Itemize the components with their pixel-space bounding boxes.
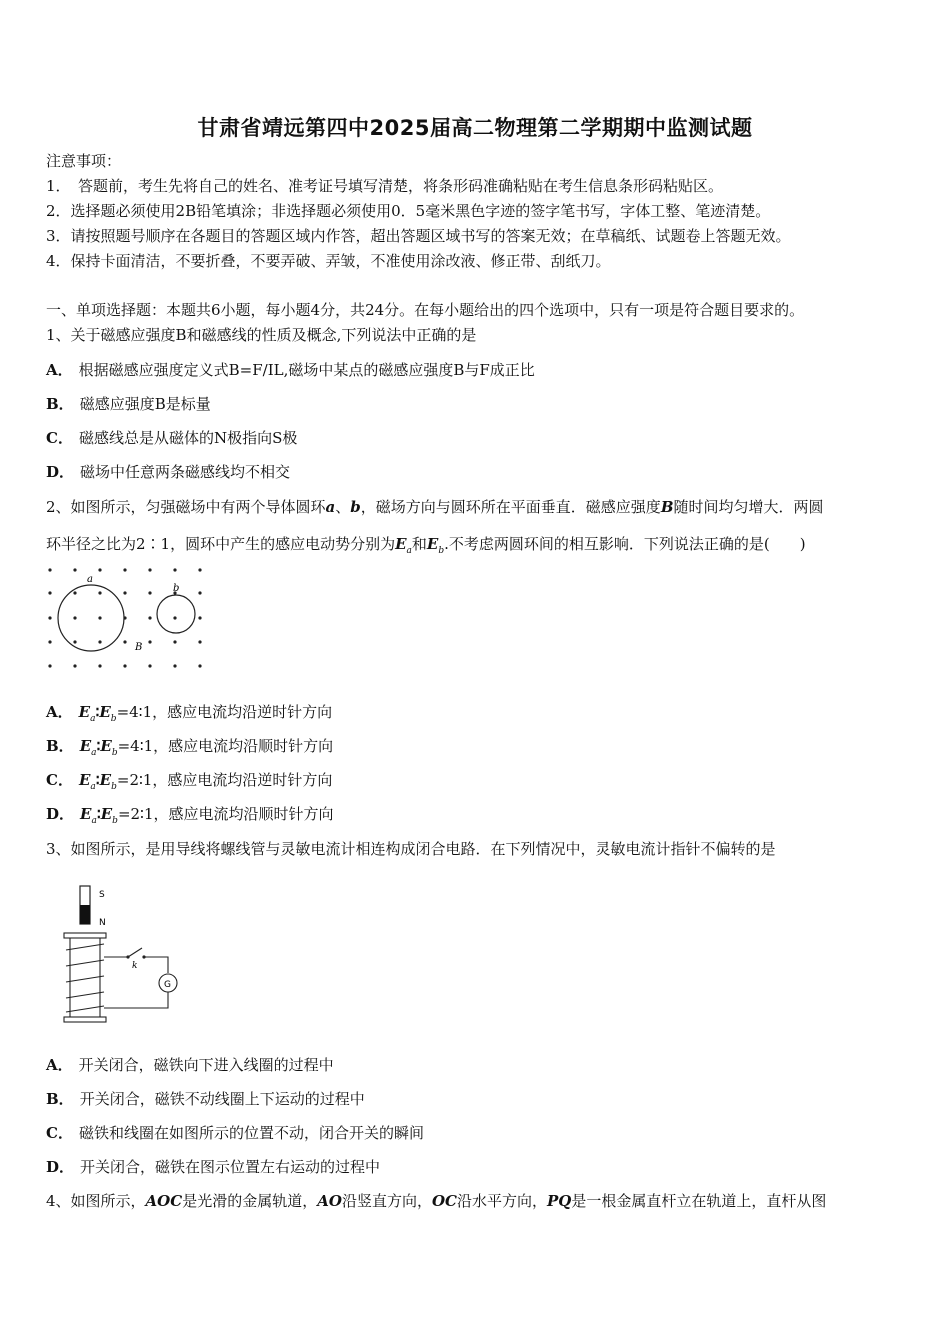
field-dot [73,616,76,619]
solenoid-windings [66,944,104,1012]
option-letter: A． [46,703,73,721]
option-text: 开关闭合，磁铁在图示位置左右运动的过程中 [80,1158,381,1176]
emf-symbol: E [80,805,92,823]
stem-sub: b [438,546,445,556]
field-dot [198,591,201,594]
ring-a [58,585,124,651]
field-dot [198,568,201,571]
emf-sub: b [112,816,118,826]
field-dot [198,640,201,643]
field-dot [48,568,51,571]
field-dot [173,664,176,667]
field-dot [148,664,151,667]
question-1-option-a [46,360,535,380]
option-letter: B． [46,737,74,755]
stem-text: 4、如图所示， [46,1192,146,1210]
emf-sub: a [91,816,97,826]
ratio-sign: ∶ [96,737,101,755]
emf-sub: b [111,782,117,792]
stem-var: a [325,498,336,516]
field-dot [123,640,126,643]
question-3-option-c [46,1123,424,1143]
label-k: k [132,961,138,971]
field-dot [73,591,76,594]
ring-b [157,595,195,633]
field-dot [148,640,151,643]
label-g: G [164,980,171,990]
emf-sub: a [91,748,97,758]
stem-text: 、 [335,498,351,516]
option-letter: C． [46,1124,73,1142]
label-s: S [99,890,105,900]
question-4-stem [46,1191,826,1211]
field-dot [123,664,126,667]
stem-sub: a [406,546,412,556]
field-dot [48,616,51,619]
stem-var: E [426,535,439,553]
field-dot [148,568,151,571]
question-2-option-d [46,804,334,831]
question-1-option-d [46,462,290,482]
field-dot [98,664,101,667]
option-text: =2∶1，感应电流均沿逆时针方向 [116,771,333,789]
option-letter: A． [46,361,73,379]
question-2-stem-line2 [46,534,806,561]
stem-var: AO [317,1192,342,1210]
emf-symbol: E [99,771,112,789]
stem-text: 是一根金属直杆立在轨道上，直杆从图 [571,1192,827,1210]
emf-symbol: E [78,771,91,789]
option-text: 磁场中任意两条磁感线均不相交 [80,463,291,481]
option-text: 磁感应强度B是标量 [79,395,211,413]
ratio-sign: ∶ [95,771,100,789]
emf-symbol: E [79,737,92,755]
emf-sub: a [90,714,96,724]
option-letter: B． [46,395,74,413]
field-dot [98,568,101,571]
question-3-option-d [46,1157,380,1177]
stem-text: 和 [411,535,427,553]
emf-sub: b [110,714,117,724]
notice-heading: 注意事项： [46,152,122,170]
question-1-option-b [46,394,211,414]
option-text: =4∶1，感应电流均沿逆时针方向 [116,703,333,721]
label-n: N [99,918,106,928]
emf-symbol: E [100,805,113,823]
stem-text: 2、如图所示，匀强磁场中有两个导体圆环 [46,498,326,516]
option-letter: D． [46,463,75,481]
field-dot [48,640,51,643]
option-letter: C． [46,429,73,447]
notice-item: 4．保持卡面清洁，不要折叠，不要弄破、弄皱，不准使用涂改液、修正带、刮纸刀。 [46,252,611,270]
field-dot [48,664,51,667]
question-1-option-c [46,428,297,448]
field-dot [98,591,101,594]
option-text: 磁感线总是从磁体的N极指向S极 [78,429,298,447]
option-text: 开关闭合，磁铁向下进入线圈的过程中 [78,1056,334,1074]
stem-text: .不考虑两圆环间的相互影响．下列说法正确的是( ) [444,535,806,553]
stem-var: OC [431,1192,457,1210]
stem-text: ，磁场方向与圆环所在平面垂直．磁感应强度 [360,498,661,516]
stem-text: 沿竖直方向， [341,1192,432,1210]
question-3-option-a [46,1055,334,1075]
field-dot [148,591,151,594]
magnet-north-half [80,905,90,924]
stem-text: 环半径之比为2∶1，圆环中产生的感应电动势分别为 [46,535,396,553]
magnetic-field-rings-figure [44,562,210,674]
stem-var: E [395,535,407,553]
question-3-option-b [46,1089,365,1109]
option-text: 磁铁和线圈在如图所示的位置不动，闭合开关的瞬间 [78,1124,424,1142]
field-dot [123,568,126,571]
field-dot [198,616,201,619]
field-dot [73,568,76,571]
ratio-sign: ∶ [95,703,100,721]
emf-sub: a [90,782,96,792]
option-text: =4∶1，感应电流均沿顺时针方向 [117,737,334,755]
solenoid-galvanometer-figure [58,882,188,1028]
field-dot [73,640,76,643]
switch-k [128,948,142,957]
stem-var: b [350,498,361,516]
stem-var: B [660,498,674,516]
question-3-stem: 3、如图所示，是用导线将螺线管与灵敏电流计相连构成闭合电路．在下列情况中，灵敏电流计指针不偏转的是 [46,840,776,858]
emf-symbol: E [78,703,91,721]
option-letter: D． [46,805,75,823]
field-dot [173,616,176,619]
ratio-sign: ∶ [96,805,101,823]
label-a: a [87,574,93,585]
question-2-stem-line1 [46,497,824,517]
label-B: B [135,642,143,653]
page-title: 甘肃省靖远第四中2025届高二物理第二学期期中监测试题 [197,116,753,140]
notice-item: 3．请按照题号顺序在各题目的答题区域内作答，超出答题区域书写的答案无效；在草稿纸、试题卷上答题无效。 [46,227,791,245]
option-letter: B． [46,1090,74,1108]
notice-item: 1． 答题前，考生先将自己的姓名、准考证号填写清楚，将条形码准确粘贴在考生信息条形码粘贴区。 [46,177,724,195]
stem-text: 是光滑的金属轨道， [182,1192,318,1210]
section-heading: 一、单项选择题：本题共6小题，每小题4分，共24分。在每小题给出的四个选项中，只有一项是符合题目要求的。 [46,301,805,319]
stem-text: 随时间均匀增大．两圆 [673,498,824,516]
stem-var: PQ [546,1192,572,1210]
field-dot [48,591,51,594]
emf-sub: b [111,748,118,758]
emf-symbol: E [99,703,111,721]
option-letter: C． [46,771,73,789]
solenoid-bottom-cap [64,1017,106,1022]
field-dot [98,640,101,643]
question-2-option-b [46,736,333,763]
option-letter: A． [46,1056,73,1074]
stem-text: 沿水平方向， [456,1192,547,1210]
option-text: 根据磁感应强度定义式B=F/IL,磁场中某点的磁感应强度B与F成正比 [78,361,535,379]
field-dot [123,591,126,594]
option-letter: D． [46,1158,75,1176]
solenoid-top-cap [64,933,106,938]
field-dot [98,616,101,619]
label-b: b [173,583,180,594]
field-dot [73,664,76,667]
question-2-option-c [46,770,332,797]
option-text: =2∶1，感应电流均沿顺时针方向 [117,805,334,823]
field-dot [173,640,176,643]
field-dot [173,568,176,571]
question-1-stem: 1、关于磁感应强度B和磁感线的性质及概念,下列说法中正确的是 [46,326,477,344]
field-dot [198,664,201,667]
stem-var: AOC [145,1192,183,1210]
field-dot [148,616,151,619]
emf-symbol: E [100,737,112,755]
option-text: 开关闭合，磁铁不动线圈上下运动的过程中 [79,1090,365,1108]
notice-item: 2．选择题必须使用2B铅笔填涂；非选择题必须使用0．5毫米黑色字迹的签字笔书写，字体工整、笔迹清楚。 [46,202,771,220]
question-2-option-a [46,702,332,729]
